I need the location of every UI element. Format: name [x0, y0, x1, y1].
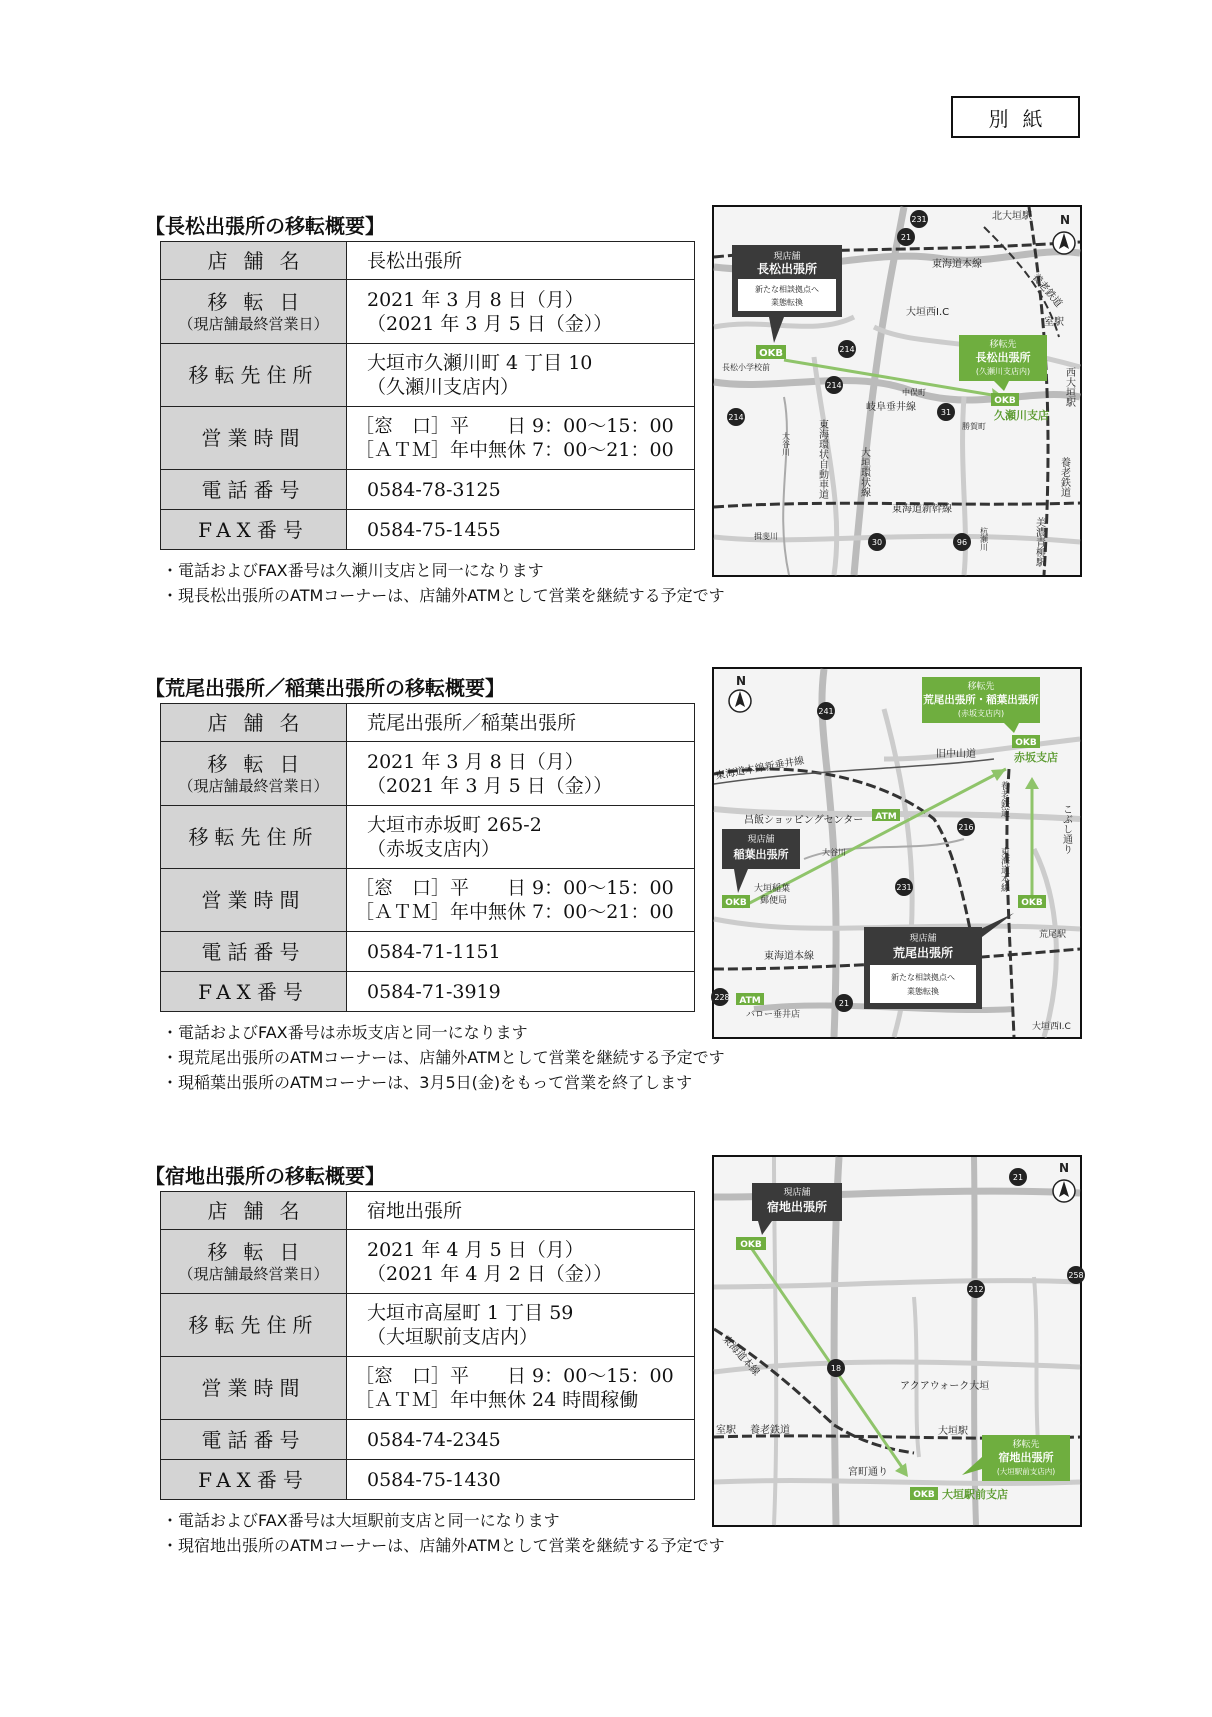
label-hours: 営業時間 [161, 407, 347, 470]
value-phone: 0584-74-2345 [347, 1420, 695, 1460]
svg-text:現店舗: 現店舗 [747, 835, 775, 845]
value-hours: ［窓 口］平 日 9：00～15：00 ［ＡＴＭ］年中無休 24 時間稼働 [347, 1357, 695, 1420]
map-label: 大垣稲葉 [754, 884, 791, 894]
svg-text:新たな相談拠点へ: 新たな相談拠点へ [755, 285, 819, 294]
svg-text:現店舗: 現店舗 [909, 934, 937, 944]
svg-text:N: N [736, 674, 747, 688]
map-label: 東海道本線 [999, 847, 1009, 892]
attachment-tag: 別紙 [951, 96, 1080, 138]
notes [162, 558, 725, 608]
map-label: 宮町通り [848, 1467, 888, 1478]
map-label: 東海道新幹線 [892, 504, 952, 515]
label-move-date: 移転日 （現店舗最終営業日） [161, 280, 347, 344]
svg-text:N: N [1059, 1161, 1070, 1175]
destination-branch: 大垣駅前支店 [942, 1488, 1008, 1501]
note-line: ・電話およびFAX番号は大垣駅前支店と同一になります [162, 1511, 560, 1530]
label-fax: FAX番号 [161, 510, 347, 550]
label-fax: FAX番号 [161, 1460, 347, 1500]
map-label: こぶし通り [1060, 804, 1072, 854]
map-label: 郵便局 [760, 896, 788, 906]
map-label: 大垣駅 [938, 1426, 968, 1437]
svg-text:(赤坂支店内): (赤坂支店内) [957, 709, 1005, 718]
info-table [160, 241, 695, 550]
route-number: 31 [940, 408, 952, 417]
note-line: ・電話およびFAX番号は久瀬川支店と同一になります [162, 561, 544, 580]
svg-text:移転先: 移転先 [1012, 1440, 1040, 1450]
label-hours: 営業時間 [161, 1357, 347, 1420]
okb-logo: OKB [725, 898, 747, 908]
route-number: 96 [956, 538, 968, 547]
route-number: 214 [728, 413, 744, 422]
map-label: 東海道本線新垂井線 [714, 755, 806, 782]
map-nagamatsu [712, 205, 1082, 577]
note-line: ・電話およびFAX番号は赤坂支店と同一になります [162, 1023, 528, 1042]
map-label: 大垣西I.C [906, 307, 950, 318]
svg-text:移転先: 移転先 [967, 682, 995, 692]
okb-logo: OKB [913, 1490, 935, 1500]
value-fax: 0584-75-1455 [347, 510, 695, 550]
map-label: 室駅 [716, 1425, 736, 1436]
label-move-date: 移転日 （現店舗最終営業日） [161, 742, 347, 806]
map-label: 美濃青柳駅 [1033, 517, 1045, 567]
map-label: 養老鉄道 [1029, 271, 1064, 310]
label-address: 移転先住所 [161, 1294, 347, 1357]
label-store-name: 店舗名 [161, 242, 347, 280]
svg-text:長松出張所: 長松出張所 [756, 262, 818, 276]
map-label: 岐阜垂井線 [866, 402, 916, 413]
map-label: 北大垣駅 [992, 211, 1032, 222]
map-label: 東海道本線 [764, 951, 814, 962]
map-label: 東海道本線 [932, 259, 982, 270]
svg-text:業態転換: 業態転換 [907, 987, 939, 996]
value-move-date: 2021 年 3 月 8 日（月） （2021 年 3 月 5 日（金）） [347, 742, 695, 806]
map-label: 旧中山道 [936, 749, 976, 760]
section-nagamatsu [0, 210, 1212, 610]
route-number: 228 [714, 993, 730, 1002]
svg-text:業態転換: 業態転換 [771, 298, 803, 307]
note-line: ・現長松出張所のATMコーナーは、店舗外ATMとして営業を継続する予定です [162, 586, 725, 605]
route-number: 21 [838, 999, 850, 1008]
route-number: 18 [830, 1364, 842, 1373]
route-number: 30 [871, 538, 883, 547]
svg-text:荒尾出張所: 荒尾出張所 [892, 946, 954, 960]
map-label: 長松小学校前 [722, 363, 770, 372]
label-phone: 電話番号 [161, 932, 347, 972]
svg-text:移転先: 移転先 [989, 340, 1017, 350]
label-move-date: 移転日 （現店舗最終営業日） [161, 1230, 347, 1294]
value-move-date: 2021 年 4 月 5 日（月） （2021 年 4 月 2 日（金）） [347, 1230, 695, 1294]
value-fax: 0584-75-1430 [347, 1460, 695, 1500]
map-label: 中俣町 [902, 388, 926, 397]
okb-logo: OKB [759, 348, 783, 359]
svg-text:新たな相談拠点へ: 新たな相談拠点へ [891, 973, 955, 982]
okb-logo: OKB [740, 1240, 762, 1250]
map-label: バロー垂井店 [746, 1010, 801, 1020]
value-hours: ［窓 口］平 日 9：00～15：00 ［ＡＴＭ］年中無休 7：00～21：00 [347, 407, 695, 470]
note-line: ・現稲葉出張所のATMコーナーは、3月5日(金)をもって営業を終了します [162, 1073, 693, 1092]
route-number: 231 [911, 215, 927, 224]
map-label: 大垣西I.C [1032, 1022, 1071, 1032]
value-address: 大垣市高屋町 1 丁目 59 （大垣駅前支店内） [347, 1294, 695, 1357]
svg-text:(久瀬川支店内): (久瀬川支店内) [975, 367, 1031, 376]
value-store-name: 長松出張所 [347, 242, 695, 280]
svg-text:宿地出張所: 宿地出張所 [766, 1200, 828, 1214]
notes [162, 1020, 725, 1095]
svg-text:現店舗: 現店舗 [773, 252, 801, 262]
route-number: 241 [818, 707, 834, 716]
svg-text:N: N [1060, 213, 1071, 227]
info-table [160, 1191, 695, 1500]
notes [162, 1508, 725, 1558]
map-label: 西大垣駅 [1063, 367, 1075, 407]
label-store-name: 店舗名 [161, 704, 347, 742]
map-label: 昌飯ショッピングセンター [744, 815, 864, 826]
map-label: 養老鉄道 [999, 781, 1009, 817]
destination-branch: 赤坂支店 [1014, 751, 1058, 764]
value-hours: ［窓 口］平 日 9：00～15：00 ［ＡＴＭ］年中無休 7：00～21：00 [347, 869, 695, 932]
map-label: 東海環状自動車道 [816, 419, 828, 499]
map-shukuji [712, 1155, 1082, 1527]
note-line: ・現宿地出張所のATMコーナーは、店舗外ATMとして営業を継続する予定です [162, 1536, 725, 1555]
value-address: 大垣市久瀬川町 4 丁目 10 （久瀬川支店内） [347, 344, 695, 407]
okb-logo: OKB [994, 396, 1016, 406]
map-label: 東海道本線 [719, 1333, 762, 1379]
section-heading: 【宿地出張所の移転概要】 [145, 1164, 385, 1188]
value-store-name: 荒尾出張所／稲葉出張所 [347, 704, 695, 742]
svg-text:(大垣駅前支店内): (大垣駅前支店内) [996, 1467, 1056, 1476]
atm-tag: ATM [875, 812, 897, 822]
route-number: 21 [1012, 1173, 1024, 1182]
map-label: 揖斐川 [754, 532, 778, 541]
label-address: 移転先住所 [161, 344, 347, 407]
label-phone: 電話番号 [161, 470, 347, 510]
map-label: 室駅 [1044, 317, 1064, 328]
section-heading: 【荒尾出張所／稲葉出張所の移転概要】 [145, 676, 505, 700]
svg-text:宿地出張所: 宿地出張所 [998, 1451, 1054, 1464]
map-label: 大垣環状線 [858, 447, 870, 497]
svg-text:現店舗: 現店舗 [783, 1188, 811, 1198]
map-label: 大谷川 [822, 848, 846, 857]
okb-logo: OKB [1015, 738, 1037, 748]
value-store-name: 宿地出張所 [347, 1192, 695, 1230]
section-shukuji [0, 1160, 1212, 1560]
map-label: 大谷川 [781, 432, 791, 456]
route-number: 231 [896, 883, 912, 892]
svg-text:長松出張所: 長松出張所 [975, 351, 1031, 364]
value-phone: 0584-78-3125 [347, 470, 695, 510]
label-fax: FAX番号 [161, 972, 347, 1012]
route-number: 258 [1068, 1271, 1084, 1280]
map-arao-inaba [712, 667, 1082, 1039]
map-label: 養老鉄道 [750, 1425, 790, 1436]
note-line: ・現荒尾出張所のATMコーナーは、店舗外ATMとして営業を継続する予定です [162, 1048, 725, 1067]
section-arao-inaba [0, 672, 1212, 1102]
value-phone: 0584-71-1151 [347, 932, 695, 972]
map-label: 荒尾駅 [1039, 930, 1067, 940]
section-heading: 【長松出張所の移転概要】 [145, 214, 385, 238]
label-store-name: 店舗名 [161, 1192, 347, 1230]
route-number: 214 [839, 345, 855, 354]
value-fax: 0584-71-3919 [347, 972, 695, 1012]
map-label: 勝賀町 [962, 422, 986, 431]
destination-branch: 久瀬川支店 [994, 409, 1049, 422]
label-address: 移転先住所 [161, 806, 347, 869]
map-label: 杭瀬川 [979, 527, 989, 551]
route-number: 21 [900, 233, 912, 242]
route-number: 216 [958, 823, 974, 832]
svg-text:荒尾出張所・稲葉出張所: 荒尾出張所・稲葉出張所 [923, 694, 1039, 706]
route-number: 214 [826, 381, 842, 390]
label-hours: 営業時間 [161, 869, 347, 932]
value-address: 大垣市赤坂町 265-2 （赤坂支店内） [347, 806, 695, 869]
map-label: アクアウォーク大垣 [900, 1381, 990, 1392]
value-move-date: 2021 年 3 月 8 日（月） （2021 年 3 月 5 日（金）） [347, 280, 695, 344]
label-phone: 電話番号 [161, 1420, 347, 1460]
route-number: 212 [968, 1285, 984, 1294]
map-label: 養老鉄道 [1058, 457, 1070, 497]
atm-tag: ATM [739, 996, 761, 1006]
svg-text:稲葉出張所: 稲葉出張所 [733, 848, 789, 861]
okb-logo: OKB [1021, 898, 1043, 908]
info-table [160, 703, 695, 1012]
